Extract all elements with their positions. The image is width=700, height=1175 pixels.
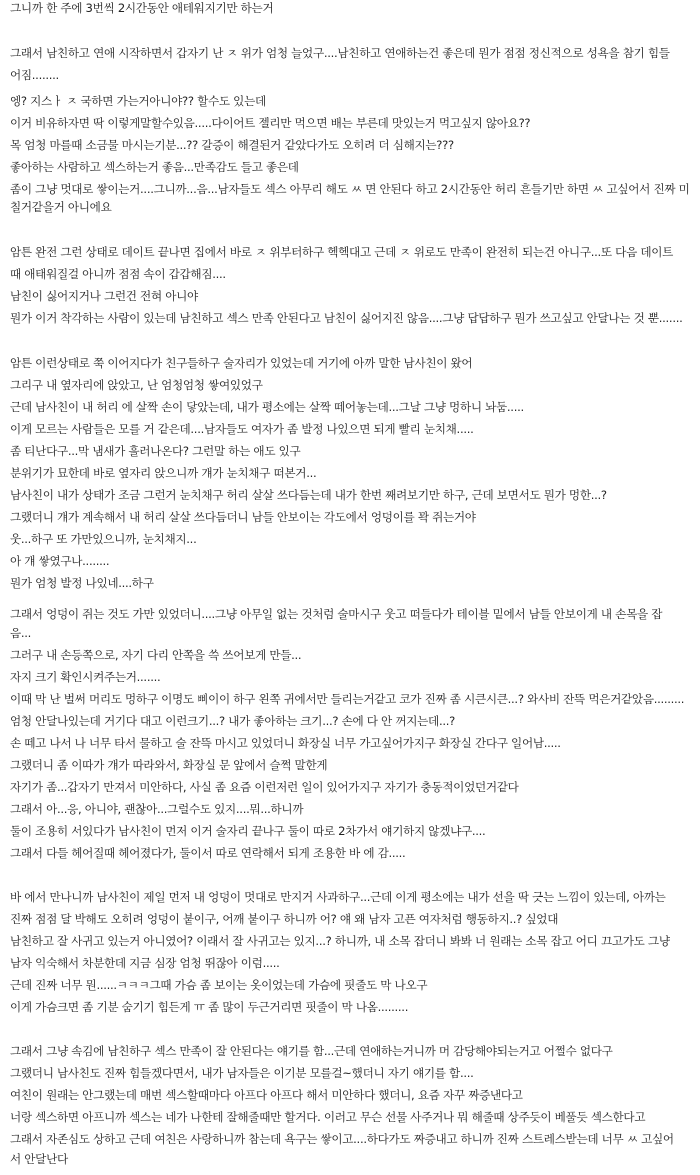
- text-line: 그래서 다들 헤어질때 헤어졌다가, 둘이서 따로 연락해서 되게 조용한 바 에 감.....: [10, 846, 406, 860]
- text-line: 그래서 그냥 속김에 남친하구 섹스 만족이 잘 안된다는 얘기를 함...근데 연애하는거니까 머 감당해야되는거고 어쩔수 없다구: [10, 1044, 613, 1058]
- text-line: 좀이 그냥 멋대로 쌓이는거....그니까...음...남자들도 섹스 아무리 해도 ㅆ 면 안된다 하고 2시간동안 허리 흔들기만 하면 ㅆ 고싶어서 진짜 미: [10, 182, 690, 196]
- text-line: 뭔가 이거 착각하는 사람이 있는데 남친하고 섹스 만족 안된다고 남친이 싫어지진 않음....그냥 답답하구 뭔가 쓰고싶고 안달나는 것 뿐.......: [10, 311, 683, 325]
- text-line: 너랑 섹스하면 아프니까 섹스는 네가 나한테 잘해줄때만 할거다. 이러고 무슨 선물 사주거나 뭐 해줄때 상주듯이 베풀듯 섹스한다고: [10, 1110, 646, 1124]
- text-line: 그래서 자존심도 상하고 근데 여친은 사랑하니까 참는데 욕구는 쌓이고....하다가도 짜증내고 하니까 진짜 스트레스받는데 너무 ㅆ 고싶어: [10, 1132, 674, 1146]
- text-line: 좀 티난다구...막 냄새가 흘러나온다? 그런말 하는 애도 있구: [10, 444, 301, 458]
- text-line: 그러구 내 손등쪽으로, 자기 다리 안쪽을 쓱 쓰어보게 만들...: [10, 648, 302, 662]
- text-line: 근데 진짜 너무 뭔......ㅋㅋㅋ그때 가슴 좀 보이는 옷이었는데 가슴에 핏줄도 막 나오구: [10, 978, 428, 992]
- text-line: 이게 모르는 사람들은 모를 거 같은데....남자들도 여자가 좀 발정 나있으면 되게 빨리 눈치채.....: [10, 422, 474, 436]
- text-line: 이게 가슴크면 좀 기분 숨기기 힘든게 ㅠ 좀 많이 두근거리면 핏줄이 막 나옴.........: [10, 1000, 409, 1014]
- text-line: 어짐........: [10, 68, 59, 82]
- text-line: 그래서 남친하고 연애 시작하면서 갑자기 난 ㅈ 위가 엄청 늘었구....남친하고 연애하는건 좋은데 뭔가 점점 정신적으로 성욕을 참기 힘들: [10, 46, 670, 60]
- text-line: 자기가 좀...갑자기 만져서 미안하다, 사실 좀 요즘 이런저런 일이 있어가지구 자기가 충동적이었던거같다: [10, 780, 519, 794]
- text-line: 아 걔 쌓였구나........: [10, 554, 110, 568]
- text-line: 뭔가 엄청 발정 나있네....하구: [10, 576, 154, 590]
- text-line: 암튼 완전 그런 상태로 데이트 끝나면 집에서 바로 ㅈ 위부터하구 헥헥대고 근데 ㅈ 위로도 만족이 완전히 되는건 아니구...또 다음 데이트: [10, 245, 674, 259]
- text-line: 이때 막 난 벌써 머리도 멍하구 이명도 삐이이 하구 왼쪽 귀에서만 들리는거같고 코가 진짜 좀 시큰시큰...? 와사비 잔뜩 먹은거같았음.........: [10, 692, 685, 706]
- text-line: 근데 남사친이 내 허리 에 살짝 손이 닿았는데, 내가 평소에는 살짝 떼어놓는데...그날 그냥 멍하니 놔둠.....: [10, 400, 524, 414]
- text-line: 엥? 지스ㅏ ㅈ 국하면 가는거아니야?? 할수도 있는데: [10, 94, 266, 108]
- text-line: 여친이 원래는 안그랬는데 매번 섹스할때마다 아프다 아프다 해서 미안하다 했더니, 요즘 자꾸 짜증낸다고: [10, 1088, 523, 1102]
- text-line: 그리구 내 옆자리에 앉았고, 난 엄청엄청 쌓여있었구: [10, 378, 263, 392]
- text-line: 그래서 엉덩이 쥐는 것도 가만 있었더니....그냥 아무일 없는 것처럼 술마시구 웃고 떠들다가 테이블 밑에서 남들 안보이게 내 손목을 잡: [10, 607, 663, 621]
- text-line: 바 에서 만나니까 남사친이 제일 먼저 내 엉덩이 멋대로 만지거 사과하구...근데 이게 평소에는 내가 선을 딱 긋는 느낌이 있는데, 아까는: [10, 890, 666, 904]
- text-line: 그랬더니 걔가 계속해서 내 허리 살살 쓰다듬더니 남들 안보이는 각도에서 엉덩이를 꽉 쥐는거야: [10, 510, 476, 524]
- text-line: 남친이 싫어지거나 그런건 전혀 아니야: [10, 289, 198, 303]
- text-line: 좋아하는 사람하고 섹스하는거 좋음...만족감도 들고 좋은데: [10, 160, 299, 174]
- text-line: 남친하고 잘 사귀고 있는거 아니였어? 이래서 잘 사귀고는 있지...? 하니까, 내 소목 잡더니 봐봐 너 원래는 소목 잡고 어디 끄고가도 그냥: [10, 934, 670, 948]
- text-line: 음...: [10, 626, 32, 640]
- text-line: 분위기가 묘한데 바로 옆자리 앉으니까 걔가 눈치채구 떠본거...: [10, 466, 317, 480]
- text-line: 그래서 아...응, 아니야, 괜찮아...그럴수도 있지....뭐...하니까: [10, 802, 304, 816]
- text-line: 자지 크기 확인시켜주는거.......: [10, 670, 161, 684]
- text-line: 남자 익숙해서 차분한데 지금 심장 엄청 뛰잖아 이럼.....: [10, 956, 280, 970]
- text-line: 서 안달난다: [10, 1152, 68, 1166]
- text-line: 엄청 안달나있는데 거기다 대고 이런크기...? 내가 좋아하는 크기...? 손에 다 안 꺼지는데...?: [10, 714, 455, 728]
- text-line: 웃...하구 또 가만있으니까, 눈치채지...: [10, 532, 197, 546]
- text-line: 암튼 이런상태로 쭉 이어지다가 친구들하구 술자리가 있었는데 거기에 아까 말한 남사친이 왔어: [10, 356, 473, 370]
- text-line: 목 엄청 마를때 소금물 마시는기분...?? 갈증이 해결된거 같았다가도 오히려 더 심해지는???: [10, 138, 454, 152]
- text-line: 이거 비유하자면 딱 이렇게말할수있음.....다이어트 젤리만 먹으면 배는 부른데 맛있는거 먹고싶지 않아요??: [10, 116, 531, 130]
- text-line: 그니까 한 주에 3번씩 2시간동안 애테워지기만 하는거: [10, 1, 274, 15]
- text-line: 남사친이 내가 상태가 조금 그런거 눈치채구 허리 살살 쓰다듬는데 내가 한번 째려보기만 하구, 근데 보면서도 뭔가 멍한...?: [10, 488, 607, 502]
- text-line: 때 애태워질걸 아니까 점점 속이 갑갑해짐....: [10, 267, 226, 281]
- text-line: 칠거같을거 아니에요: [10, 200, 112, 214]
- text-line: 손 떼고 나서 나 너무 타서 물하고 술 잔뜩 마시고 있었더니 화장실 너무 가고싶어가지구 화장실 간다구 일어남.....: [10, 736, 561, 750]
- text-line: 그랬더니 남사친도 진짜 힘들겠다면서, 내가 남자들은 이기분 모를걸~했더니 자기 얘기를 함....: [10, 1066, 474, 1080]
- text-line: 진짜 점점 달 박해도 오히려 엉덩이 붙이구, 어깨 붙이구 하니까 어? 얘 왜 남자 고픈 여자처럼 행동하지..? 싶었대: [10, 912, 559, 926]
- text-line: 그랬더니 좀 이따가 걔가 따라와서, 화장실 문 앞에서 슬쩍 말한게: [10, 758, 328, 772]
- text-line: 둘이 조용히 서있다가 남사친이 먼저 이거 술자리 끝나구 둘이 따로 2차가서 얘기하지 않겠냐구....: [10, 824, 486, 838]
